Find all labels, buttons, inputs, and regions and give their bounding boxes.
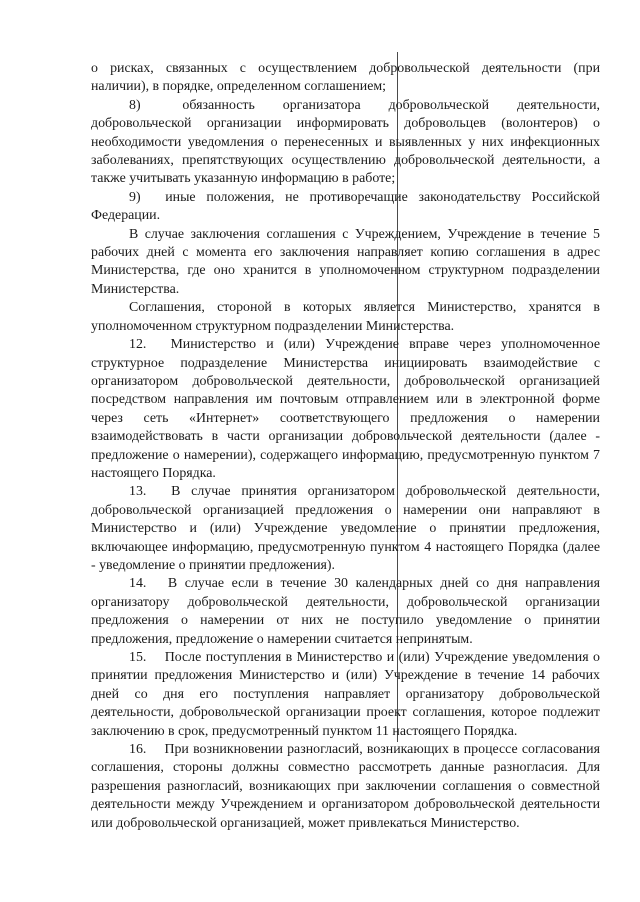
paragraph-clause-13: 13. В случае принятия организатором добровольческой деятельности, добровольческой организацией предложения о намерении они направляют в Министерство и (или) Учреждение уведомление о принятии предложения, включающее информацию, предусмотренную пунктом 4 настоящего Порядка (далее - уведомление о принятии предложения). (91, 484, 600, 573)
paragraph-item-9: 9) иные положения, не противоречащие законодательству Российской Федерации. (91, 189, 600, 224)
paragraph: Соглашения, стороной в которых является Министерство, хранятся в уполномоченном структурном подразделении Министерства. (91, 300, 600, 334)
paragraph-clause-15: 15. После поступления в Министерство и (или) Учреждение уведомления о принятии предложения Министерство и (или) Учреждение в течение 14 рабочих дней со дня его поступления направляет организатору добровольческой деятельности, добровольческой организации проект соглашения, которое подлежит заключению в срок, предусмотренный пунктом 11 настоящего Порядка. (91, 650, 600, 739)
paragraph-item-8: 8) обязанность организатора добровольческой деятельности, добровольческой организации информировать добровольцев (волонтеров) о необходимости уведомления о перенесенных и выявленных у них инфекционных заболеваниях, препятствующих осуществлению добровольческой деятельности, а также учитывать указанную информацию в работе; (91, 97, 600, 187)
paragraph-clause-14: 14. В случае если в течение 30 календарных дней со дня направления организатору добровольческой деятельности, добровольческой организации предложения о намерении от них не поступило уведомление о принятии предложения, предложение о намерении считается непринятым. (91, 576, 600, 647)
paragraph-clause-16: 16. При возникновении разногласий, возникающих в процессе согласования соглашения, стороны должны совместно рассмотреть данные разногласия. Для разрешения разногласий, возникающих при заключении соглашения о совместной деятельности между Учреждением и организатором добровольческой деятельности или добровольческой организацией, может привлекаться Министерство. (91, 742, 600, 831)
paragraph: В случае заключения соглашения с Учреждением, Учреждение в течение 5 рабочих дней с момента его заключения направляет копию соглашения в адрес Министерства, где оно хранится в уполномоченном структурном подразделении Министерства. (91, 226, 600, 297)
paragraph: о рисках, связанных с осуществлением добровольческой деятельности (при наличии), в порядке, определенном соглашением; (91, 61, 600, 95)
document-body (91, 60, 600, 833)
paragraph-clause-12: 12. Министерство и (или) Учреждение вправе через уполномоченное структурное подразделение Министерства инициировать взаимодействие с организатором добровольческой деятельности, добровольческой организацией посредством направления им почтовым отправлением или в электронной форме через сеть «Интернет» соответствующего предложения о намерении взаимодействовать в части организации добровольческой деятельности (далее - предложение о намерении), содержащего информацию, предусмотренную пунктом 7 настоящего Порядка. (91, 337, 600, 481)
